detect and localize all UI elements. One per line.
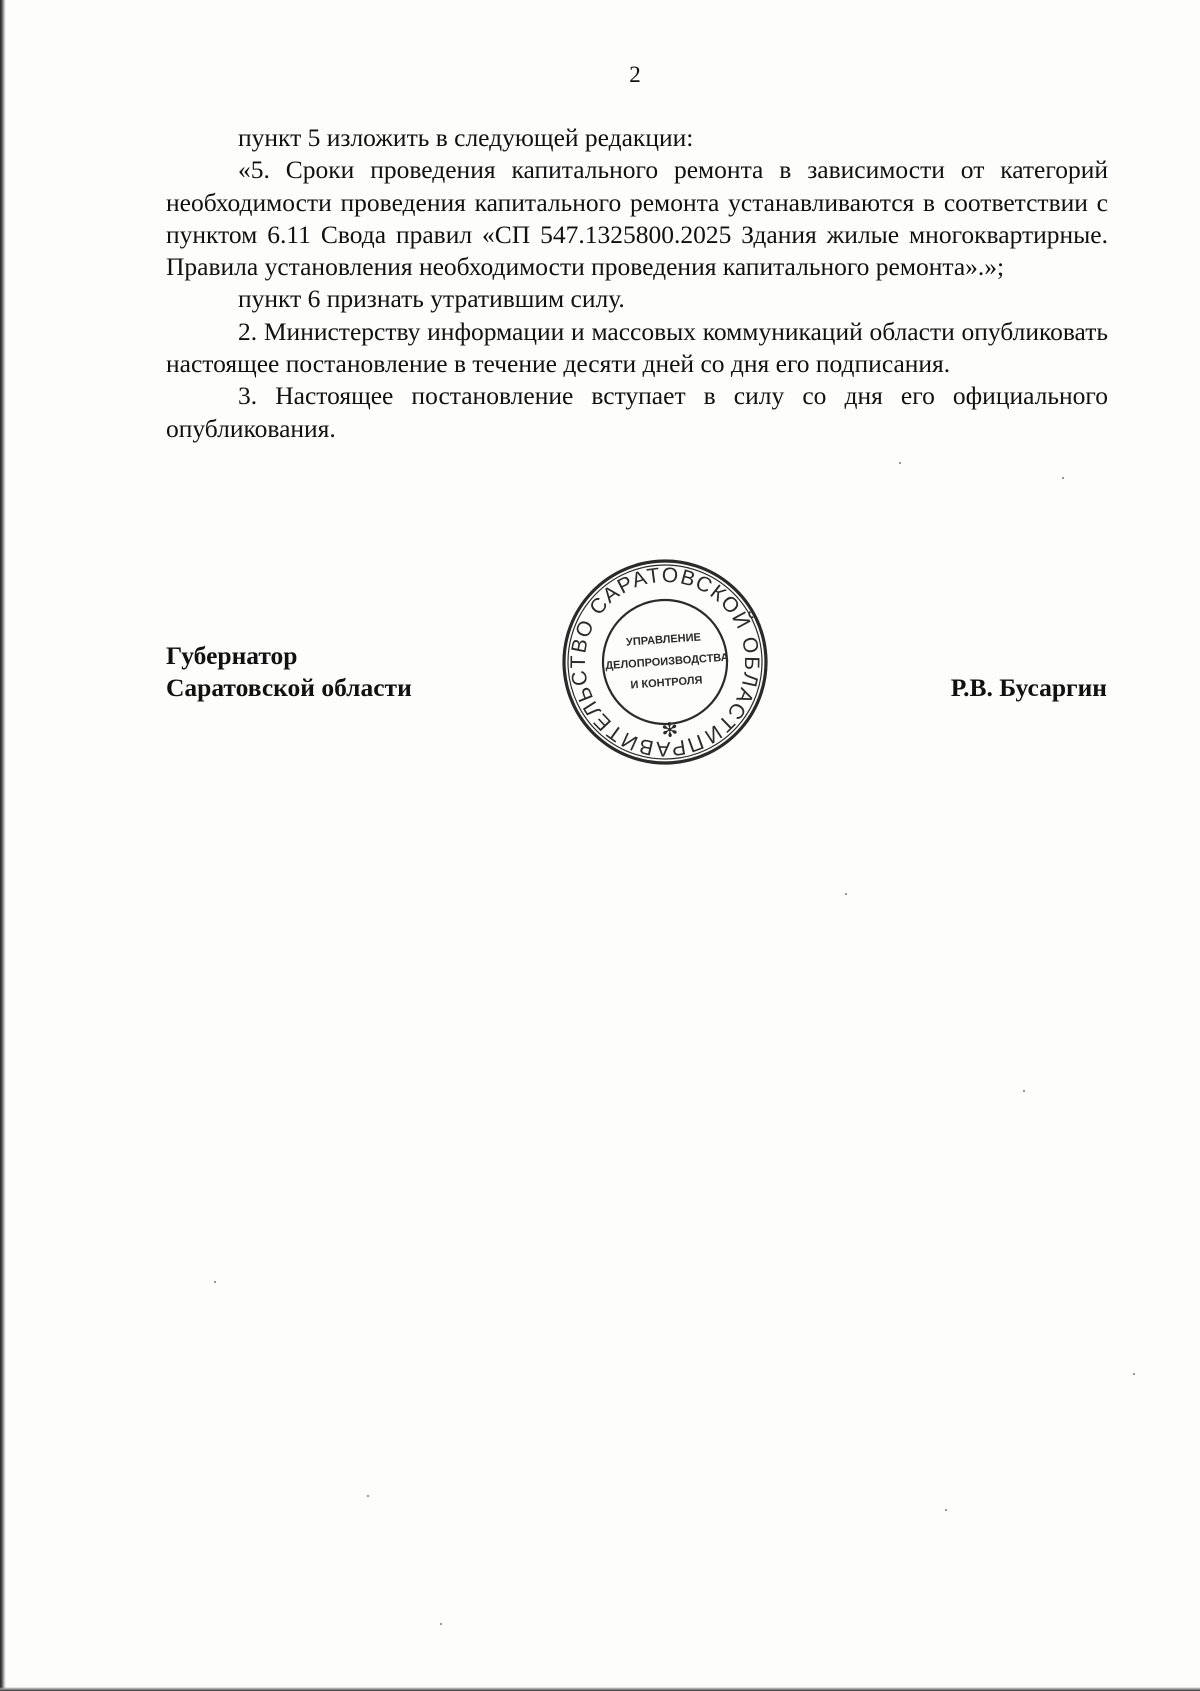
signatory-title: Губернатор [166,641,298,670]
paragraph-point-2: 2. Министерству информации и массовых коммуникаций области опубликовать настоящее постановление в течение десяти дней со дня его подписания. [166,316,1108,379]
paragraph-item-5-text: «5. Сроки проведения капитального ремонта в зависимости от категорий необходимости проведения капитального ремонта устанавливаются в соответствии с пунктом 6.11 Свода правил «СП 547.1325800.2025 Здания жилые многоквартирные. Правила установления необходимости проведения капитального ремонта».»; [166,155,1108,282]
stamp-outer-text: ПРАВИТЕЛЬСТВО САРАТОВСКОЙ ОБЛАСТИ [566,563,764,761]
scan-speck [1133,1373,1135,1375]
paragraph-item-6: пункт 6 признать утратившим силу. [238,284,625,314]
stamp-star-icon: ✻ [660,717,679,743]
scan-speck [899,462,901,464]
page-number: 2 [629,62,641,87]
stamp-inner-line-2: ДЕЛОПРОИЗВОДСТВА [604,651,730,673]
signatory-position [166,640,412,704]
signatory-region: Саратовской области [166,673,412,702]
scan-bottom-edge [0,1687,1200,1691]
scan-left-edge [0,0,6,1691]
scan-speck [367,1495,369,1497]
scan-speck [945,1509,947,1511]
scan-speck [440,1623,442,1625]
official-seal-stamp [560,557,770,767]
scan-speck [1062,477,1064,479]
stamp-inner-line-1: УПРАВЛЕНИЕ [625,631,702,649]
scan-speck [845,893,847,895]
signatory-name: Р.В. Бусаргин [950,673,1107,702]
scan-speck [214,1281,216,1283]
document-body [166,122,1108,445]
stamp-inner-line-3: И КОНТРОЛЯ [630,674,703,692]
paragraph-point-3: 3. Настоящее постановление вступает в силу со дня его официального опубликования. [166,381,1108,443]
paragraph-item-5-intro: пункт 5 изложить в следующей редакции: [238,123,694,152]
scan-speck [1023,1090,1025,1092]
